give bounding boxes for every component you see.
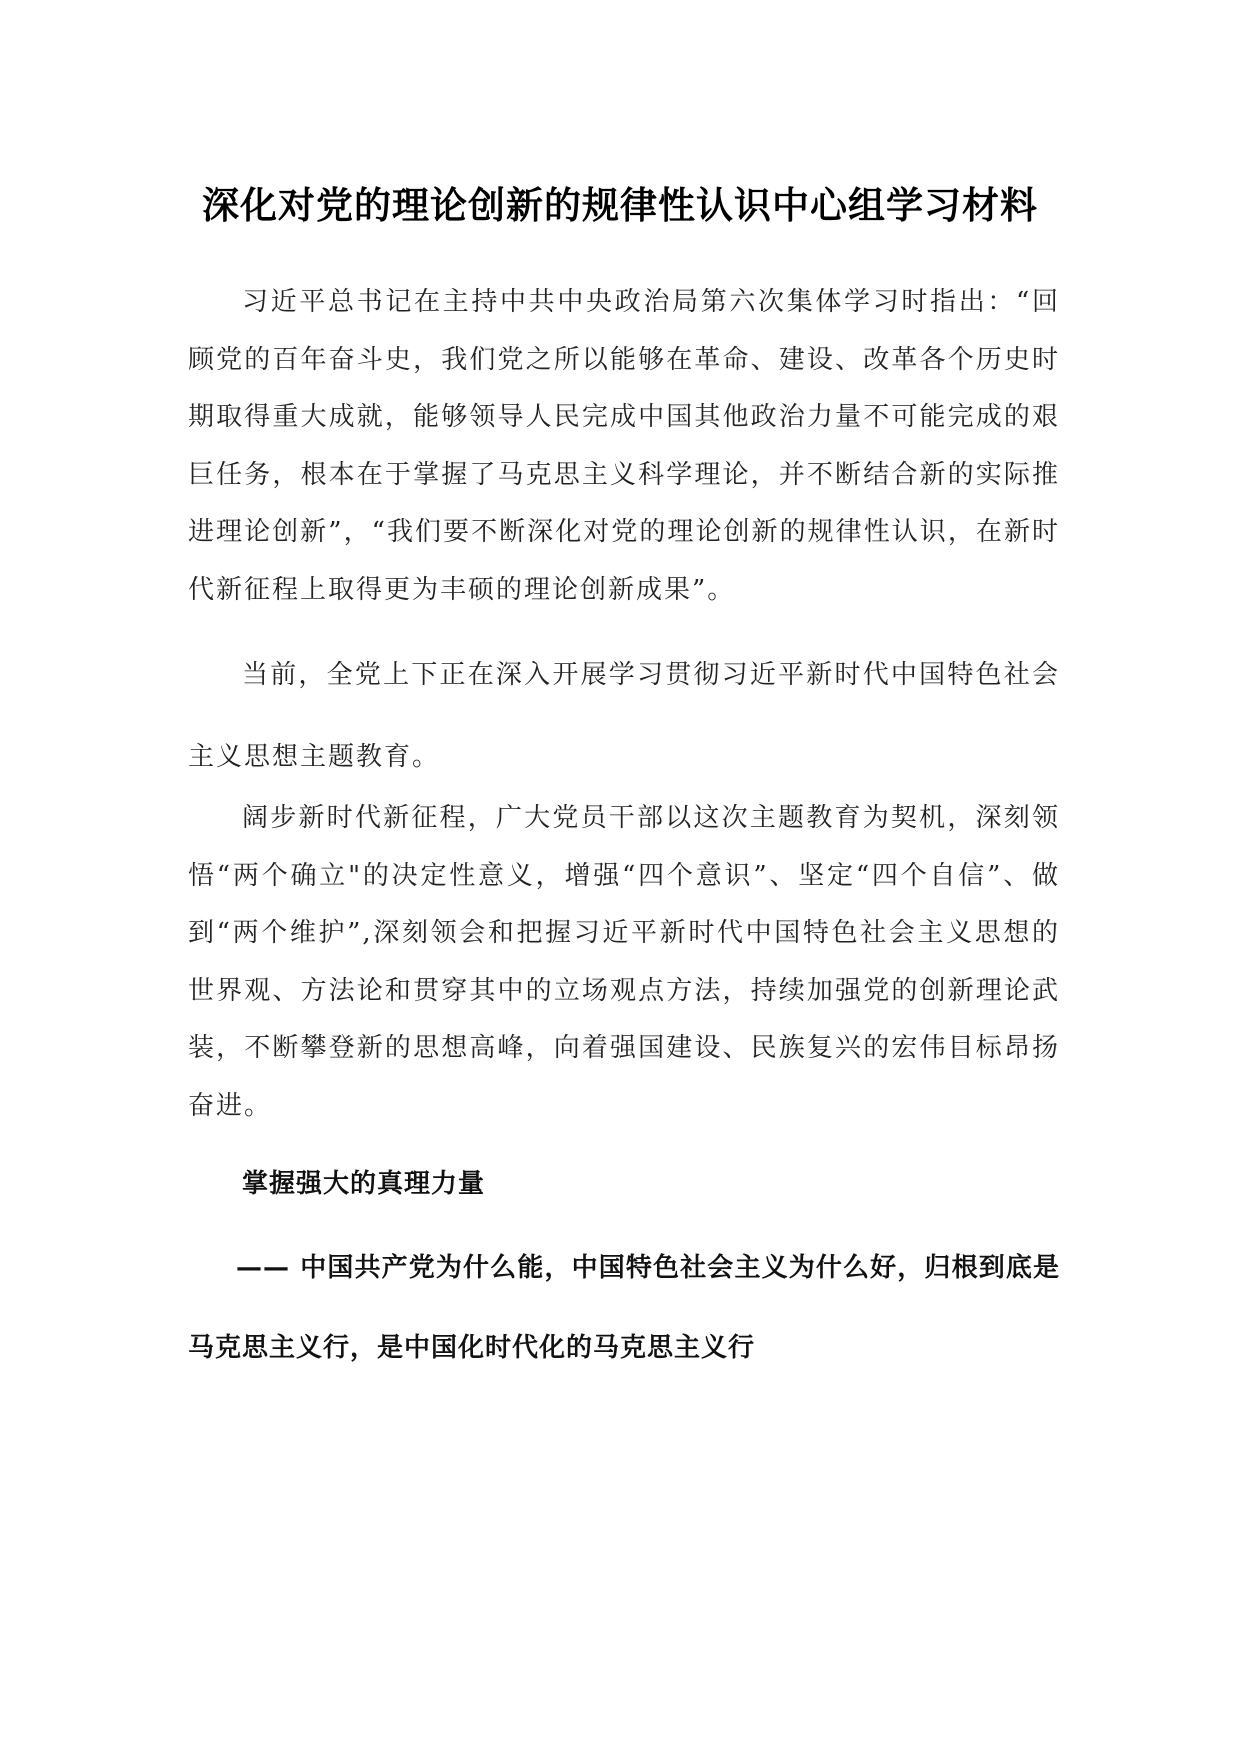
- section-subheading: —— 中国共产党为什么能，中国特色社会主义为什么好，归根到底是马克思主义行，是中国化时代化的马克思主义行: [188, 1253, 1060, 1363]
- document-title: 深化对党的理论创新的规律性认识中心组学习材料: [202, 183, 1038, 227]
- paragraph-quote: 习近平总书记在主持中共中央政治局第六次集体学习时指出：“回顾党的百年奋斗史，我们党之所以能够在革命、建设、改革各个历史时期取得重大成就，能够领导人民完成中国其他政治力量不可能完成的艰巨任务，根本在于掌握了马克思主义科学理论，并不断结合新的实际推进理论创新”，“我们要不断深化对党的理论创新的规律性认识，在新时代新征程上取得更为丰硕的理论创新成果”。: [188, 287, 1060, 605]
- section-heading: 掌握强大的真理力量: [242, 1169, 486, 1199]
- paragraph-theme-education: 当前，全党上下正在深入开展学习贯彻习近平新时代中国特色社会主义思想主题教育。: [188, 660, 1060, 772]
- paragraph-new-era: 阔步新时代新征程，广大党员干部以这次主题教育为契机，深刻领悟“两个确立"的决定性意义，增强“四个意识”、坚定“四个自信”、做到“两个维护”,深刻领会和把握习近平新时代中国特色社会主义思想的世界观、方法论和贯穿其中的立场观点方法，持续加强党的创新理论武装，不断攀登新的思想高峰，向着强国建设、民族复兴的宏伟目标昂扬奋进。: [188, 803, 1060, 1121]
